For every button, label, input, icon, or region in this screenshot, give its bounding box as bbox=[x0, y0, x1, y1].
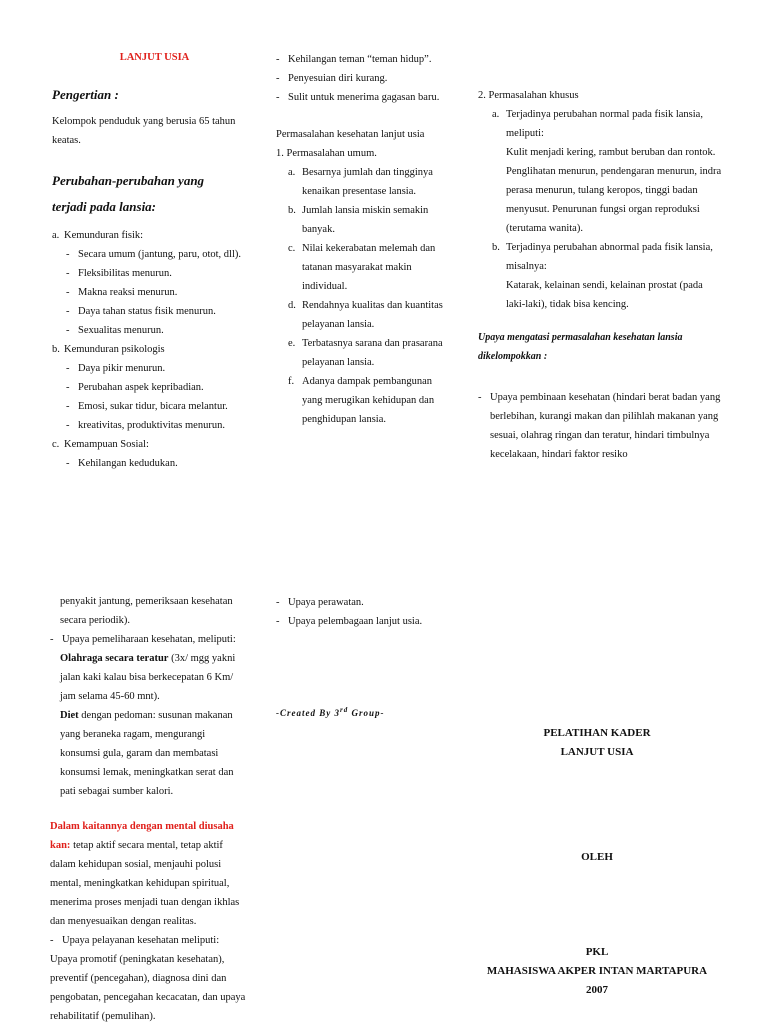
dash-marker: - bbox=[66, 287, 70, 298]
mental-paragraph bbox=[50, 817, 248, 931]
item-text: Adanya dampak pembangunan yang merugikan kehidupan dan penghidupan lansia. bbox=[302, 376, 435, 425]
dash-marker: - bbox=[66, 306, 70, 317]
perubahan-heading-1: Perubahan-perubahan yang bbox=[52, 173, 205, 188]
upaya-heading: Upaya mengatasi permasalahan kesehatan lansia dikelompokkan : bbox=[478, 332, 683, 362]
masalah-umum-item bbox=[288, 163, 446, 201]
masalah-umum: 1. Permasalahan umum. bbox=[276, 148, 377, 159]
item-marker: d. bbox=[288, 300, 296, 311]
mental-red-text: Dalam kaitannya dengan mental diusaha kan: bbox=[50, 821, 234, 851]
list-item bbox=[66, 264, 257, 283]
masalah-heading: Permasalahan kesehatan lanjut usia bbox=[276, 129, 425, 140]
khusus-a bbox=[478, 105, 724, 143]
list-item bbox=[276, 50, 446, 69]
list-item-text: Penyesuian diri kurang. bbox=[288, 73, 388, 84]
created-by-sup: rd bbox=[340, 706, 349, 714]
cover-pkl: PKL bbox=[585, 946, 609, 958]
section-c-label: Kemampuan Sosial: bbox=[64, 439, 149, 450]
item-text: Besarnya jumlah dan tingginya kenaikan presentase lansia. bbox=[302, 167, 433, 197]
item-marker: b. bbox=[288, 205, 296, 216]
khusus-b-marker: b. bbox=[492, 242, 500, 253]
list-item-text: Kehilangan kedudukan. bbox=[78, 458, 178, 469]
dash-marker: - bbox=[66, 401, 70, 412]
item-text: Terbatasnya sarana dan prasarana pelayanan lansia. bbox=[302, 338, 443, 368]
upaya-pembinaan bbox=[478, 388, 724, 464]
masalah-umum-item bbox=[288, 201, 446, 239]
column-2 bbox=[276, 50, 446, 429]
list-item-text: Makna reaksi menurun. bbox=[78, 287, 178, 298]
list-item bbox=[66, 454, 257, 473]
mental-text: tetap aktif secara mental, tetap aktif dalam kehidupan sosial, menjauhi polusi mental, meningkatkan kehidupan spiritual, menerima proses menjadi tuan dengan ikhlas dan menyesuaikan dengan realitas. bbox=[50, 840, 240, 927]
column-3 bbox=[478, 86, 724, 464]
pengertian-heading: Pengertian : bbox=[52, 87, 119, 102]
dash-marker: - bbox=[276, 597, 280, 608]
created-by-post: Group- bbox=[348, 708, 385, 718]
perubahan-heading-2: terjadi pada lansia: bbox=[52, 199, 157, 214]
dash-marker: - bbox=[66, 268, 70, 279]
dash-marker: - bbox=[66, 325, 70, 336]
list-item bbox=[276, 69, 446, 88]
list-item-text: Upaya pelembagaan lanjut usia. bbox=[288, 616, 423, 627]
dash-marker: - bbox=[276, 73, 280, 84]
khusus-a-detail: Kulit menjadi kering, rambut beruban dan rontok. Penglihatan menurun, pendengaran menurun, indra perasa menurun, tulang keropos, tinggi badan menyusut. Penurunan fungsi organ reproduksi (terutama wanita). bbox=[506, 147, 722, 234]
cover-year: 2007 bbox=[586, 984, 608, 996]
cover-oleh: OLEH bbox=[581, 851, 613, 863]
section-a-marker: a. bbox=[52, 230, 60, 241]
cover-mahasiswa: MAHASISWA AKPER INTAN MARTAPURA bbox=[486, 965, 708, 977]
dash-marker: - bbox=[276, 92, 280, 103]
masalah-umum-item bbox=[288, 372, 446, 429]
pengertian-text: Kelompok penduduk yang berusia 65 tahun keatas. bbox=[52, 116, 236, 146]
dash-marker: - bbox=[66, 458, 70, 469]
khusus-b bbox=[478, 238, 724, 276]
list-item bbox=[66, 283, 257, 302]
list-item-text: Kehilangan teman “teman hidup”. bbox=[288, 54, 432, 65]
list-item bbox=[66, 302, 257, 321]
section-b bbox=[52, 340, 257, 359]
masalah-umum-item bbox=[288, 334, 446, 372]
masalah-umum-item bbox=[288, 296, 446, 334]
list-item bbox=[66, 416, 257, 435]
list-item bbox=[66, 378, 257, 397]
list-item bbox=[276, 612, 456, 631]
list-item-text: Perubahan aspek kepribadian. bbox=[78, 382, 204, 393]
list-item bbox=[276, 593, 456, 612]
list-item-text: Sulit untuk menerima gagasan baru. bbox=[288, 92, 440, 103]
list-item-text: Daya tahan status fisik menurun. bbox=[78, 306, 216, 317]
dash-marker: - bbox=[66, 363, 70, 374]
list-item-text: Fleksibilitas menurun. bbox=[78, 268, 172, 279]
section-c bbox=[52, 435, 257, 454]
upaya-pembinaan-text: Upaya pembinaan kesehatan (hindari berat badan yang berlebihan, kurangi makan dan pilihlah makanan yang sesuai, olahrag ringan dan teratur, hindari timbulnya kecelakaan, hindari faktor resiko bbox=[490, 392, 721, 460]
list-item-text: Secara umum (jantung, paru, otot, dll). bbox=[78, 249, 242, 260]
pemeliharaan-label: Upaya pemeliharaan kesehatan, meliputi: bbox=[62, 634, 236, 645]
brochure-title: LANJUT USIA bbox=[119, 52, 190, 63]
khusus-b-detail: Katarak, kelainan sendi, kelainan prostat (pada laki-laki), tidak bisa kencing. bbox=[506, 280, 703, 310]
created-by bbox=[276, 701, 456, 723]
khusus-b-text: Terjadinya perubahan abnormal pada fisik lansia, misalnya: bbox=[506, 242, 713, 272]
section-a-label: Kemunduran fisik: bbox=[64, 230, 144, 241]
dash-marker: - bbox=[478, 392, 482, 403]
section-c-marker: c. bbox=[52, 439, 60, 450]
list-item bbox=[276, 88, 446, 107]
upaya-pelayanan bbox=[50, 931, 248, 950]
masalah-khusus: 2. Permasalahan khusus bbox=[478, 90, 579, 101]
diet-paragraph bbox=[50, 706, 248, 801]
item-marker: e. bbox=[288, 338, 296, 349]
created-by-pre: -Created By 3 bbox=[276, 708, 340, 718]
dash-marker: - bbox=[50, 634, 54, 645]
olahraga-text: (3x/ mgg yakni jalan kaki kalau bisa berkecepatan 6 Km/ jam selama 45-60 mnt). bbox=[60, 653, 236, 702]
olahraga-bold: Olahraga secara teratur bbox=[60, 653, 169, 664]
section-b-marker: b. bbox=[52, 344, 60, 355]
item-marker: f. bbox=[288, 376, 295, 387]
cover-title-2: LANJUT USIA bbox=[560, 746, 634, 758]
list-item-text: Emosi, sukar tidur, bicara melantur. bbox=[78, 401, 228, 412]
dash-marker: - bbox=[50, 935, 54, 946]
diet-bold: Diet bbox=[60, 710, 79, 721]
item-text: Jumlah lansia miskin semakin banyak. bbox=[302, 205, 429, 235]
column-6 bbox=[474, 724, 720, 1000]
list-item bbox=[66, 397, 257, 416]
item-marker: c. bbox=[288, 243, 296, 254]
list-item bbox=[66, 321, 257, 340]
dash-marker: - bbox=[276, 616, 280, 627]
column-4 bbox=[50, 592, 248, 1026]
dash-marker: - bbox=[276, 54, 280, 65]
section-b-label: Kemunduran psikologis bbox=[64, 344, 165, 355]
list-item-text: Daya pikir menurun. bbox=[78, 363, 166, 374]
list-item-text: Sexualitas menurun. bbox=[78, 325, 164, 336]
masalah-umum-item bbox=[288, 239, 446, 296]
column-5 bbox=[276, 593, 456, 723]
section-a bbox=[52, 226, 257, 245]
pelayanan-label: Upaya pelayanan kesehatan meliputi: bbox=[62, 935, 220, 946]
diet-text: dengan pedoman: susunan makanan yang beraneka ragam, mengurangi konsumsi gula, garam dan membatasi konsumsi lemak, meningkatkan serat dan pati sebagai sumber kalori. bbox=[60, 710, 234, 797]
pelayanan-text: Upaya promotif (peningkatan kesehatan), preventif (pencegahan), diagnosa dini dan pengobatan, pencegahan kecacatan, dan upaya rehabilitatif (pemulihan). bbox=[50, 954, 246, 1022]
continuation-text: penyakit jantung, pemeriksaan kesehatan secara periodik). bbox=[60, 596, 233, 626]
list-item bbox=[66, 245, 257, 264]
item-text: Rendahnya kualitas dan kuantitas pelayanan lansia. bbox=[302, 300, 443, 330]
item-marker: a. bbox=[288, 167, 296, 178]
upaya-pemeliharaan bbox=[50, 630, 248, 649]
khusus-a-text: Terjadinya perubahan normal pada fisik lansia, meliputi: bbox=[506, 109, 703, 139]
dash-marker: - bbox=[66, 249, 70, 260]
list-item bbox=[66, 359, 257, 378]
khusus-a-marker: a. bbox=[492, 109, 500, 120]
item-text: Nilai kekerabatan melemah dan tatanan masyarakat makin individual. bbox=[302, 243, 436, 292]
cover-title-1: PELATIHAN KADER bbox=[543, 727, 651, 739]
list-item-text: kreativitas, produktivitas menurun. bbox=[78, 420, 225, 431]
olahraga-paragraph bbox=[50, 649, 248, 706]
list-item-text: Upaya perawatan. bbox=[288, 597, 364, 608]
dash-marker: - bbox=[66, 420, 70, 431]
dash-marker: - bbox=[66, 382, 70, 393]
column-1 bbox=[52, 48, 257, 473]
